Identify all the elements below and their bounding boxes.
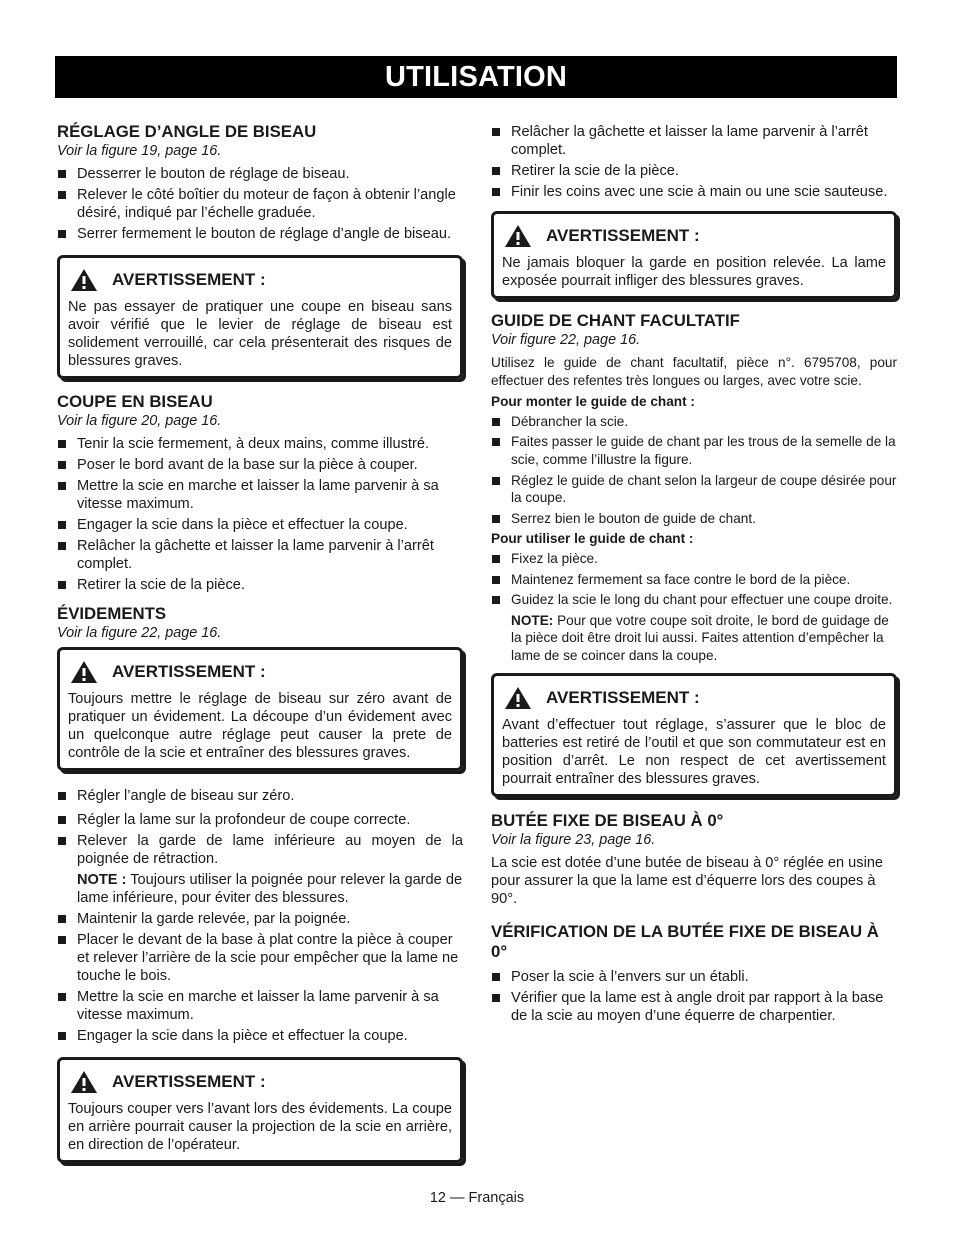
list-item: Régler la lame sur la profondeur de coupe correcte.	[57, 811, 463, 829]
list-item: Maintenir la garde relevée, par la poignée.	[57, 910, 463, 928]
list-item: Relâcher la gâchette et laisser la lame parvenir à l’arrêt complet.	[57, 537, 463, 573]
warning-title: AVERTISSEMENT :	[112, 270, 266, 289]
list-item: Desserrer le bouton de réglage de biseau.	[57, 165, 463, 183]
list-item: Mettre la scie en marche et laisser la lame parvenir à sa vitesse maximum.	[57, 988, 463, 1024]
list-item: Faites passer le guide de chant par les trous de la semelle de la scie, comme l’illustre la figure.	[491, 433, 897, 468]
note-text: Pour que votre coupe soit droite, le bord de guidage de la pièce doit être droit lui aussi. Faites attention d’empêcher la lame de se coincer dans la coupe.	[511, 612, 889, 663]
list-item: Maintenez fermement sa face contre le bord de la pièce.	[491, 571, 897, 589]
sub-heading: Pour monter le guide de chant :	[491, 394, 695, 410]
section-title-bevel-cut: COUPE EN BISEAU	[57, 392, 213, 411]
section-title-bevel-stop: BUTÉE FIXE DE BISEAU À 0°	[491, 810, 724, 830]
figure-reference: Voir la figure 20, page 16.	[57, 413, 222, 429]
section-title-edge-guide: GUIDE DE CHANT FACULTATIF	[491, 311, 740, 330]
list-item: Retirer la scie de la pièce.	[57, 576, 463, 594]
left-column	[57, 122, 463, 1163]
warning-text: Toujours mettre le réglage de biseau sur zéro avant de pratiquer un évidement. La découpe d’un évidement avec un quelconque autre réglage peut causer la prete de contrôle de la scie et entraîner des blessures graves.	[68, 691, 452, 761]
bullet-list	[57, 435, 463, 594]
figure-reference: Voir la figure 19, page 16.	[57, 143, 222, 159]
list-item: Serrez bien le bouton de guide de chant.	[491, 510, 897, 528]
list-item: Finir les coins avec une scie à main ou une scie sauteuse.	[491, 183, 897, 201]
warning-box	[491, 211, 897, 299]
list-item: Engager la scie dans la pièce et effectuer la coupe.	[57, 516, 463, 534]
list-item: Tenir la scie fermement, à deux mains, comme illustré.	[57, 435, 463, 453]
list-item: Engager la scie dans la pièce et effectuer la coupe.	[57, 1027, 463, 1045]
page-footer: 12 — Français	[429, 1190, 525, 1206]
section-title-bevel-angle: RÉGLAGE D’ANGLE DE BISEAU	[57, 122, 317, 141]
figure-reference: Voir la figure 22, page 16.	[57, 625, 222, 641]
list-item: Retirer la scie de la pièce.	[491, 162, 897, 180]
note-label: NOTE :	[77, 872, 127, 888]
list-item: Guidez la scie le long du chant pour effectuer une coupe droite.	[491, 591, 897, 609]
warning-text: Ne pas essayer de pratiquer une coupe en biseau sans avoir vérifié que le levier de réglage de biseau est solidement verrouillé, car cela présenterait des risques de blessures graves.	[68, 299, 452, 369]
bullet-list	[491, 413, 897, 528]
list-item: Régler l’angle de biseau sur zéro.	[57, 787, 463, 805]
bullet-list	[57, 910, 463, 1045]
note-label: NOTE:	[511, 612, 554, 628]
warning-title: AVERTISSEMENT :	[546, 226, 700, 245]
warning-box	[57, 647, 463, 771]
paragraph: La scie est dotée d’une butée de biseau à 0° réglée en usine pour assurer la que la lame est d’équerre lors des coupes à 90°.	[491, 854, 884, 907]
list-item: Poser le bord avant de la base sur la pièce à couper.	[57, 456, 463, 474]
list-item: Fixez la pièce.	[491, 550, 897, 568]
right-column	[491, 123, 897, 1028]
warning-text: Ne jamais bloquer la garde en position relevée. La lame exposée pourrait infliger des blessures graves.	[502, 255, 886, 289]
list-item: Relâcher la gâchette et laisser la lame parvenir à l’arrêt complet.	[491, 123, 897, 159]
section-title-pockets: ÉVIDEMENTS	[57, 604, 167, 623]
list-item: Relever la garde de lame inférieure au moyen de la poignée de rétraction.	[57, 832, 463, 868]
note	[57, 871, 463, 907]
warning-box	[57, 255, 463, 379]
list-item: Vérifier que la lame est à angle droit par rapport à la base de la scie au moyen d’une équerre de charpentier.	[491, 989, 897, 1025]
note	[491, 612, 897, 665]
section-title-bevel-check: VÉRIFICATION DE LA BUTÉE FIXE DE BISEAU À 0°	[491, 921, 879, 961]
bullet-list	[491, 968, 897, 1025]
bullet-list	[57, 165, 463, 243]
warning-triangle-icon	[504, 686, 532, 710]
list-item: Débrancher la scie.	[491, 413, 897, 431]
sub-heading: Pour utiliser le guide de chant :	[491, 531, 694, 547]
warning-title: AVERTISSEMENT :	[112, 1072, 266, 1091]
figure-reference: Voir figure 22, page 16.	[491, 332, 641, 348]
warning-triangle-icon	[70, 268, 98, 292]
warning-title: AVERTISSEMENT :	[546, 687, 700, 707]
warning-text: Toujours couper vers l’avant lors des évidements. La coupe en arrière pourrait causer la projection de la scie en arrière, en direction de l’opérateur.	[68, 1101, 452, 1153]
page-banner: UTILISATION	[55, 56, 897, 98]
warning-triangle-icon	[504, 224, 532, 248]
list-item: Mettre la scie en marche et laisser la lame parvenir à sa vitesse maximum.	[57, 477, 463, 513]
list-item: Poser la scie à l’envers sur un établi.	[491, 968, 897, 986]
warning-box	[491, 673, 897, 797]
note-text: Toujours utiliser la poignée pour relever la garde de lame inférieure, pour éviter des blessures.	[77, 872, 463, 906]
figure-reference: Voir la figure 23, page 16.	[491, 831, 656, 848]
list-item: Relever le côté boîtier du moteur de façon à obtenir l’angle désiré, indiqué par l’échelle graduée.	[57, 186, 463, 222]
warning-title: AVERTISSEMENT :	[112, 662, 266, 681]
warning-text: Avant d’effectuer tout réglage, s’assurer que le bloc de batteries est retiré de l’outil et que son commutateur est en position d’arrêt. Le non respect de cet avertissement pourrait entraîner des blessures graves.	[502, 716, 886, 787]
bullet-list	[491, 550, 897, 609]
paragraph: Utilisez le guide de chant facultatif, pièce n°. 6795708, pour effectuer des refentes très longues ou larges, avec votre scie.	[491, 355, 897, 388]
warning-box	[57, 1057, 463, 1163]
warning-triangle-icon	[70, 660, 98, 684]
list-item: Placer le devant de la base à plat contre la pièce à couper et relever l’arrière de la scie pour empêcher que la lame ne touche le bois.	[57, 931, 463, 985]
list-item: Serrer fermement le bouton de réglage d’angle de biseau.	[57, 225, 463, 243]
list-item: Réglez le guide de chant selon la largeur de coupe désirée pour la coupe.	[491, 472, 897, 507]
bullet-list	[491, 123, 897, 201]
bullet-list	[57, 787, 463, 868]
warning-triangle-icon	[70, 1070, 98, 1094]
